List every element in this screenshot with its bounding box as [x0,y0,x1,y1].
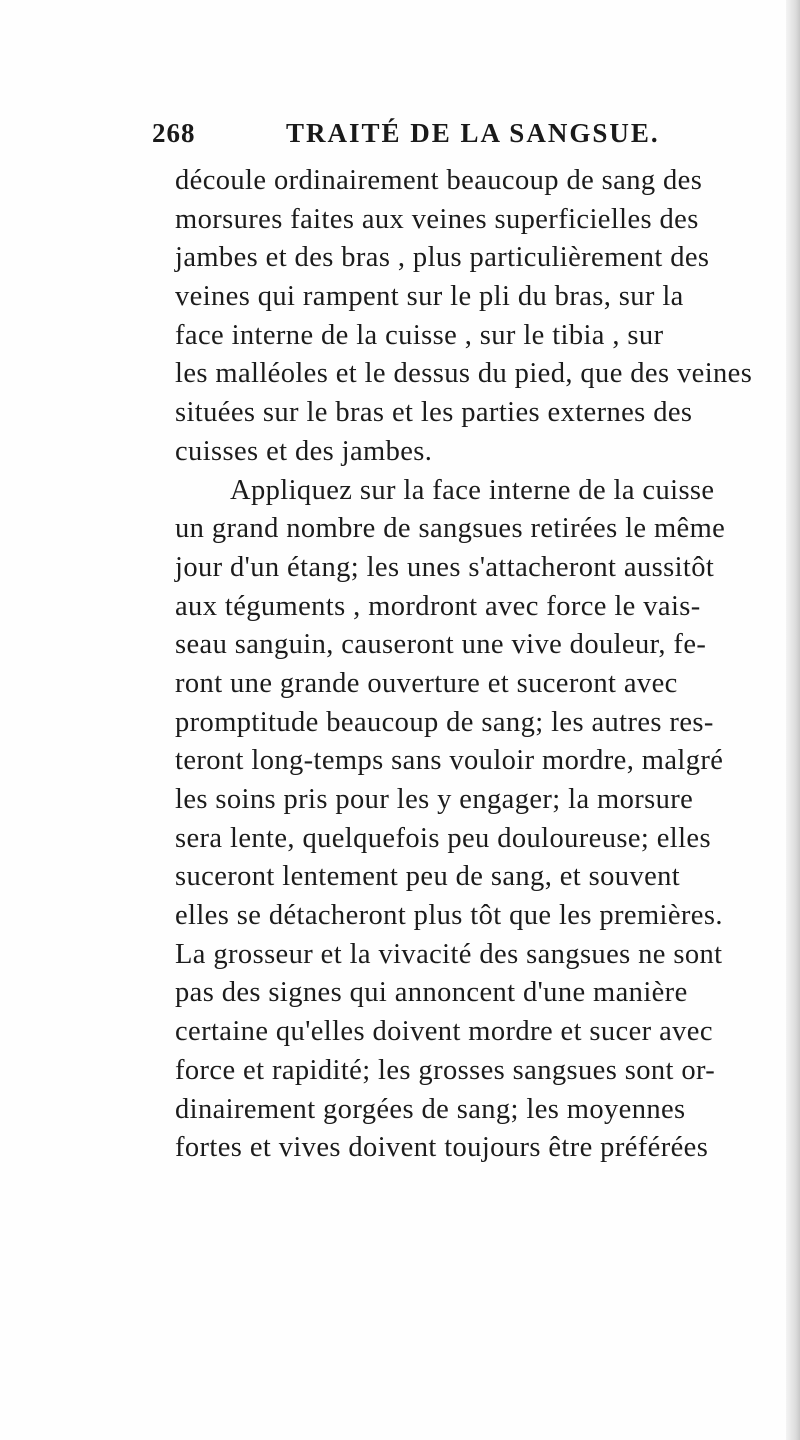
paragraph-start-line: Appliquez sur la face interne de la cuisse [230,474,715,506]
text-line: les soins pris pour les y engager; la morsure [175,784,694,815]
text-line: découle ordinairement beaucoup de sang des [175,165,703,196]
text-line: ront une grande ouverture et suceront avec [175,667,678,699]
text-line: jambes et des bras , plus particulièrement des [175,242,710,274]
text-line: les malléoles et le dessus du pied, que des veines [175,358,753,390]
text-line: morsures faites aux veines superficielles des [175,203,699,235]
text-line: force et rapidité; les grosses sangsues sont or- [175,1054,716,1086]
text-line: pas des signes qui annoncent d'une manière [175,977,688,1009]
text-line: dinairement gorgées de sang; les moyennes [175,1093,686,1125]
text-line: situées sur le bras et les parties externes des [175,397,693,429]
text-line: veines qui rampent sur le pli du bras, sur la [175,281,684,313]
text-line: suceront lentement peu de sang, et souvent [175,861,681,893]
text-line: La grosseur et la vivacité des sangsues ne sont [175,938,723,970]
page-number: 268 [152,118,196,148]
page-header [152,118,712,158]
text-line: promptitude beaucoup de sang; les autres res- [175,706,714,738]
text-line: certaine qu'elles doivent mordre et sucer avec [175,1016,713,1048]
text-line: face interne de la cuisse , sur le tibia , sur [175,319,664,351]
text-line: fortes et vives doivent toujours être préférées [175,1132,709,1164]
text-line: sera lente, quelquefois peu douloureuse; elles [175,822,711,854]
body-text [175,162,800,1168]
text-line: seau sanguin, causeront une vive douleur, fe- [175,629,707,661]
text-line: elles se détacheront plus tôt que les premières. [175,900,723,932]
running-title: TRAITÉ DE LA SANGSUE. [286,118,660,148]
text-line: aux téguments , mordront avec force le vais- [175,590,701,622]
text-line: teront long-temps sans vouloir mordre, malgré [175,745,724,777]
text-line: cuisses et des jambes. [175,435,433,467]
text-line: jour d'un étang; les unes s'attacheront aussitôt [175,551,715,583]
text-line: un grand nombre de sangsues retirées le même [175,513,726,545]
